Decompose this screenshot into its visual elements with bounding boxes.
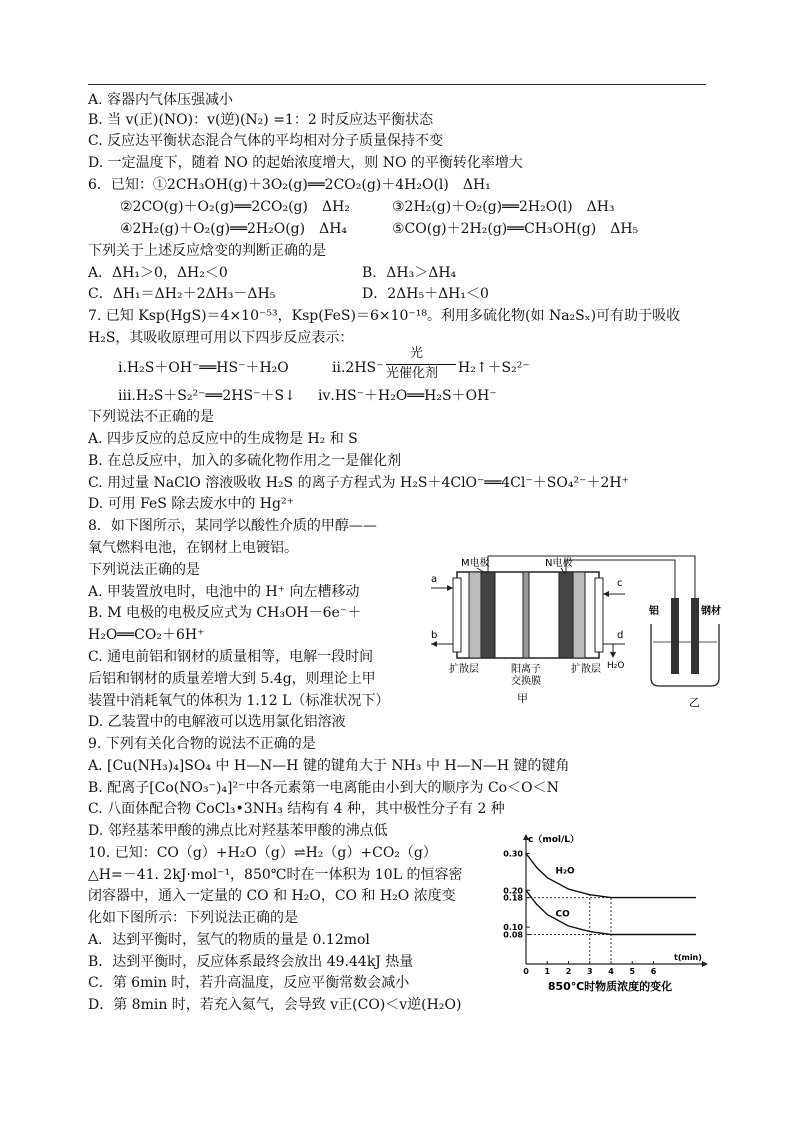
q8-figure xyxy=(425,550,725,710)
x-tick-label: 3 xyxy=(586,967,593,976)
q8-option-c-line3: 装置中消耗氧气的体积为 1.12 L（标准状况下） xyxy=(88,693,390,709)
left-diffusion-layer xyxy=(469,572,481,658)
q9-stem: 9. 下列有关化合物的说法不正确的是 xyxy=(88,736,316,752)
left-end-plate xyxy=(453,578,461,652)
q7-reaction-1: ⅰ.H₂S＋OH⁻══HS⁻＋H₂O xyxy=(118,360,289,376)
right-diffusion-layer xyxy=(573,572,585,658)
q8-option-c-line1: C. 通电前铝和钢材的质量相等，电解一段时间 xyxy=(88,649,374,665)
n-electrode xyxy=(559,572,573,658)
right-end-plate xyxy=(595,578,603,652)
steel-electrode xyxy=(691,598,699,674)
m-electrode xyxy=(481,572,495,658)
q10-option-d: D．第 8min 时，若充入氦气，会导致 v正(CO)＜v逆(H₂O) xyxy=(88,997,462,1013)
x-tick-label: 2 xyxy=(565,967,572,976)
port-a-arrow xyxy=(447,585,453,591)
q7-reaction-4: ⅳ.HS⁻＋H₂O══H₂S＋OH⁻ xyxy=(318,388,497,404)
q8-stem-line1: 8．如下图所示，某同学以酸性介质的甲醇—— xyxy=(88,518,377,534)
x-tick-label: 6 xyxy=(650,967,657,976)
q7-option-c: C. 用过量 NaClO 溶液吸收 H₂S 的离子方程式为 H₂S＋4ClO⁻══4Cl⁻＋SO₄²⁻＋2H⁺ xyxy=(88,475,629,491)
series-line-0 xyxy=(526,853,696,897)
q6-option-d: D．2ΔH₅＋ΔH₁＜0 xyxy=(362,286,489,302)
q6-eq2: ②2CO(g)＋O₂(g)══2CO₂(g) ΔH₂ xyxy=(120,199,350,215)
q6-eq5: ⑤CO(g)＋2H₂(g)══CH₃OH(g) ΔH₅ xyxy=(392,221,639,237)
beaker xyxy=(651,624,719,686)
y-tick-label: 0.08 xyxy=(503,930,523,940)
n-electrode-label: N电极 xyxy=(545,558,573,569)
q8-stem-line2: 氧气燃料电池，在钢材上电镀铝。 xyxy=(88,540,298,556)
q5-option-a: A. 容器内气体压强减小 xyxy=(88,92,234,108)
q8-question: 下列说法正确的是 xyxy=(88,562,200,578)
q7-reaction-2-condition-bottom: 光催化剂 xyxy=(386,366,439,381)
q10-option-b: B．达到平衡时，反应体系最终会放出 49.44kJ 热量 xyxy=(88,954,414,970)
q10-stem-line4: 化如下图所示：下列说法正确的是 xyxy=(88,910,298,926)
q9-option-c: C. 八面体配合物 CoCl₃•3NH₃ 结构有 4 种，其中极性分子有 2 种 xyxy=(88,801,505,817)
q5-option-b: B. 当 v(正)(NO)：v(逆)(N₂) =1：2 时反应达平衡状态 xyxy=(88,112,434,128)
port-d-label: d xyxy=(617,630,624,641)
q5-option-d: D. 一定温度下，随着 NO 的起始浓度增大，则 NO 的平衡转化率增大 xyxy=(88,155,523,171)
y-tick-label: 0.20 xyxy=(503,886,523,896)
al-electrode xyxy=(671,598,679,674)
q7-option-d: D. 可用 FeS 除去废水中的 Hg²⁺ xyxy=(88,496,294,512)
series-label-0: H₂O xyxy=(555,866,575,877)
y-axis-title: c（mol/L） xyxy=(528,835,580,845)
al-label: 铝 xyxy=(649,606,659,617)
y-tick-label: 0.18 xyxy=(503,893,523,903)
q6-question: 下列关于上述反应焓变的判断正确的是 xyxy=(88,243,326,259)
q9-option-a: A. [Cu(NH₃)₄]SO₄ 中 H—N—H 键的键角大于 NH₃ 中 H—N—H 键的键角 xyxy=(88,758,570,774)
y-tick-label: 0.10 xyxy=(503,923,523,933)
chart-title: 850℃时物质浓度的变化 xyxy=(547,980,673,993)
x-tick-label: 4 xyxy=(608,967,614,976)
port-b-label: b xyxy=(431,630,438,641)
m-electrode-label: M电极 xyxy=(461,558,490,569)
q6-option-b: B．ΔH₃＞ΔH₄ xyxy=(362,265,457,281)
q8-figure-svg xyxy=(425,550,725,710)
x-tick-label: 0 xyxy=(523,967,529,976)
q10-option-a: A．达到平衡时，氢气的物质的量是 0.12mol xyxy=(88,932,370,948)
device-jia-label: 甲 xyxy=(517,692,528,705)
q7-option-a: A. 四步反应的总反应中的生成物是 H₂ 和 S xyxy=(88,431,358,447)
q6-stem: 6．已知：①2CH₃OH(g)＋3O₂(g)══2CO₂(g)＋4H₂O(l) ΔH₁ xyxy=(88,177,491,193)
port-c-label: c xyxy=(617,578,623,589)
x-tick-label: 1 xyxy=(544,967,551,976)
q6-eq4: ④2H₂(g)＋O₂(g)══2H₂O(g) ΔH₄ xyxy=(120,221,348,237)
q7-stem-line2: H₂S，其吸收原理可用以下四步反应表示： xyxy=(88,330,354,346)
q7-option-b: B. 在总反应中，加入的多硫化物作用之一是催化剂 xyxy=(88,453,402,469)
q6-option-c: C．ΔH₁＝ΔH₂＋2ΔH₃－ΔH₅ xyxy=(88,286,276,302)
q6-eq3: ③2H₂(g)＋O₂(g)══2H₂O(l) ΔH₃ xyxy=(392,199,615,215)
q7-reaction-2-right: H₂↑＋S₂²⁻ xyxy=(458,360,530,376)
port-b-arrow xyxy=(431,641,437,647)
membrane-label-1: 阳离子 xyxy=(511,664,541,675)
steel-label: 钢材 xyxy=(701,606,721,617)
q10-chart xyxy=(500,832,720,1000)
q10-stem-line2: △H=－41. 2kJ·mol⁻¹，850℃时在一体积为 10L 的恒容密 xyxy=(88,867,463,883)
wire-to-steel xyxy=(488,556,695,598)
cation-exchange-membrane xyxy=(523,572,529,658)
q6-option-a: A．ΔH₁＞0，ΔH₂＜0 xyxy=(88,265,228,281)
x-axis-title: t(min) xyxy=(674,953,702,962)
right-diffusion-label: 扩散层 xyxy=(571,664,601,675)
q10-chart-svg xyxy=(500,832,720,1000)
device-yi-label: 乙 xyxy=(689,696,700,709)
series-label-1: CO xyxy=(555,909,570,920)
q10-stem-line3: 闭容器中，通入一定量的 CO 和 H₂O，CO 和 H₂O 浓度变 xyxy=(88,888,456,904)
port-c-arrow xyxy=(603,591,609,597)
q7-reaction-3: ⅲ.H₂S＋S₂²⁻══2HS⁻＋S↓ xyxy=(118,388,296,404)
q7-question: 下列说法不正确的是 xyxy=(88,409,214,425)
q7-reaction-2-condition-top: 光 xyxy=(410,346,424,361)
left-diffusion-label: 扩散层 xyxy=(449,664,479,675)
q7-stem-line1: 7. 已知 Ksp(HgS)＝4×10⁻⁵³，Ksp(FeS)＝6×10⁻¹⁸。利用多硫化物(如 Na₂Sₓ)可有助于吸收 xyxy=(88,308,681,324)
q10-option-c: C．第 6min 时，若升高温度，反应平衡常数会减小 xyxy=(88,975,410,991)
h2o-outlet-arrow xyxy=(610,652,616,658)
h2o-outlet-label: H₂O xyxy=(607,661,625,671)
q9-option-d: D. 邻羟基苯甲酸的沸点比对羟基苯甲酸的沸点低 xyxy=(88,823,388,839)
y-tick-label: 0.30 xyxy=(503,849,523,859)
q8-option-d: D. 乙装置中的电解液可以选用氯化铝溶液 xyxy=(88,714,346,730)
x-tick-label: 5 xyxy=(629,967,636,976)
port-a-label: a xyxy=(431,574,438,585)
q8-option-a: A. 甲装置放电时，电池中的 H⁺ 向左槽移动 xyxy=(88,584,360,600)
header-rule xyxy=(88,84,706,85)
q7-reaction-2-left: ⅱ.2HS⁻ xyxy=(332,360,384,376)
q9-option-b: B. 配离子[Co(NO₃⁻)₄]²⁻中各元素第一电离能由小到大的顺序为 Co＜O＜N xyxy=(88,780,559,796)
q5-option-c: C. 反应达平衡状态混合气体的平均相对分子质量保持不变 xyxy=(88,133,444,149)
q8-option-b-line2: H₂O══CO₂＋6H⁺ xyxy=(88,627,205,643)
q8-option-c-line2: 后铝和钢材的质量差增大到 5.4g，则理论上甲 xyxy=(88,671,376,687)
membrane-label-2: 交换膜 xyxy=(511,676,541,687)
q8-option-b-line1: B. M 电极的电极反应式为 CH₃OH－6e⁻＋ xyxy=(88,605,362,621)
q10-stem-line1: 10. 已知：CO（g）+H₂O（g）⇌H₂（g）+CO₂（g） xyxy=(88,845,437,861)
x-axis-arrow xyxy=(702,961,708,967)
